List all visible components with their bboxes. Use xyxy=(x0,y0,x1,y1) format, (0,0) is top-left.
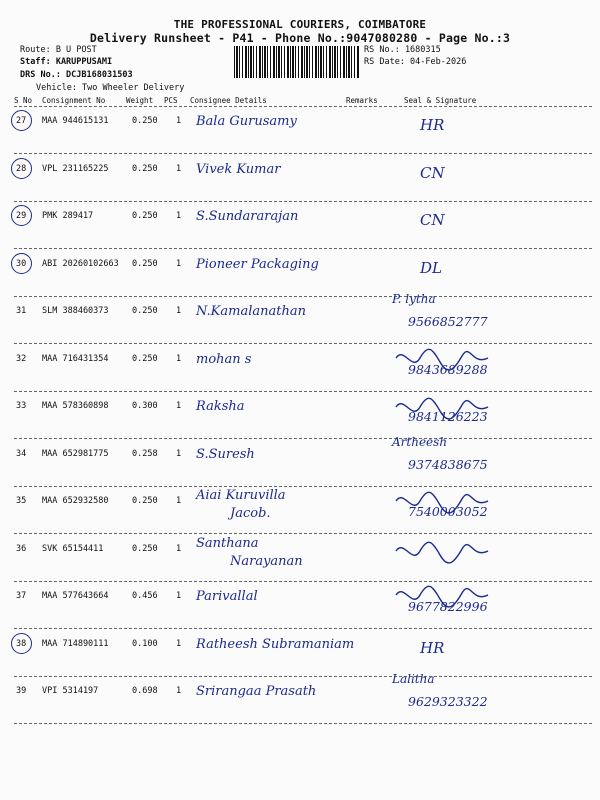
weight-value: 0.250 xyxy=(132,116,158,126)
consignment-number: PMK 289417 xyxy=(42,211,94,221)
weight-value: 0.250 xyxy=(132,353,158,364)
table-row xyxy=(0,292,600,344)
pcs-value: 1 xyxy=(176,353,182,364)
consignment-number: MAA 652932580 xyxy=(42,496,109,506)
seal-signature: HR xyxy=(420,638,445,657)
recipient-phone-note: 9629323322 xyxy=(408,694,488,709)
consignment-number: MAA 714890111 xyxy=(42,638,109,649)
row-sno: 34 xyxy=(16,448,27,459)
rs-date: RS Date: 04-Feb-2026 xyxy=(364,57,467,67)
weight-value: 0.456 xyxy=(132,591,158,601)
weight-value: 0.250 xyxy=(132,496,158,506)
pcs-value: 1 xyxy=(176,163,182,174)
consignee-handwritten-line2: Narayanan xyxy=(230,553,303,569)
seal-signature: HR xyxy=(420,116,445,134)
consignee-handwritten: Ratheesh Subramaniam xyxy=(196,636,355,652)
consignment-number: MAA 577643664 xyxy=(42,591,109,601)
table-row xyxy=(0,154,600,202)
row-sno: 33 xyxy=(16,401,27,411)
consignment-number: ABI 20260102663 xyxy=(42,258,119,269)
seal-signature: CN xyxy=(420,211,445,229)
row-divider xyxy=(14,723,592,724)
recipient-phone-note: 9374838675 xyxy=(408,456,488,472)
seal-signature: Artheesh xyxy=(392,434,448,449)
row-sno: 38 xyxy=(16,638,27,649)
table-row xyxy=(0,344,600,392)
pcs-value: 1 xyxy=(176,401,182,411)
row-sno: 39 xyxy=(16,686,27,696)
consignee-handwritten: N.Kamalanathan xyxy=(196,304,306,319)
weight-value: 0.250 xyxy=(132,163,158,174)
recipient-phone-note: 9677822996 xyxy=(408,599,488,614)
col-remarks: Remarks xyxy=(346,96,378,105)
signature-scribble xyxy=(0,486,600,534)
pcs-value: 1 xyxy=(176,591,182,601)
consignee-handwritten: Pioneer Packaging xyxy=(196,256,319,272)
table-row xyxy=(0,106,600,154)
pcs-value: 1 xyxy=(176,258,182,269)
consignment-number: VPL 231165225 xyxy=(42,163,109,174)
row-sno: 37 xyxy=(16,591,27,601)
row-sno: 30 xyxy=(16,258,27,269)
pcs-value: 1 xyxy=(176,543,182,554)
pcs-value: 1 xyxy=(176,116,182,126)
signature-scribble xyxy=(0,344,600,392)
weight-value: 0.250 xyxy=(132,211,158,221)
consignee-handwritten: Aiai Kuruvilla xyxy=(196,488,286,503)
table-row xyxy=(0,391,600,439)
weight-value: 0.100 xyxy=(132,638,158,649)
recipient-phone-note: 7540003052 xyxy=(408,504,488,519)
col-consignment: Consignment No xyxy=(42,96,106,105)
row-sno: 31 xyxy=(16,306,27,316)
pcs-value: 1 xyxy=(176,448,182,459)
consignment-number: SLM 388460373 xyxy=(42,306,109,316)
col-sno: S No xyxy=(14,96,33,105)
weight-value: 0.698 xyxy=(132,686,158,696)
signature-scribble xyxy=(0,581,600,629)
consignee-handwritten: Santhana xyxy=(196,535,259,551)
recipient-phone-note: 9566852777 xyxy=(408,314,488,329)
consignee-handwritten: Parivallal xyxy=(196,589,258,604)
table-row xyxy=(0,486,600,534)
col-consignee: Consignee Details xyxy=(190,96,267,105)
weight-value: 0.300 xyxy=(132,401,158,411)
table-row xyxy=(0,201,600,249)
pcs-value: 1 xyxy=(176,211,182,221)
table-row xyxy=(0,249,600,297)
table-row xyxy=(0,434,600,487)
drs-number: DRS No.: DCJB168031503 xyxy=(20,70,133,80)
seal-signature: CN xyxy=(420,163,445,182)
weight-value: 0.250 xyxy=(132,306,158,316)
runsheet-subtitle: Delivery Runsheet - P41 - Phone No.:9047080280 - Page No.:3 xyxy=(89,31,511,45)
table-row xyxy=(0,629,600,677)
pcs-value: 1 xyxy=(176,496,182,506)
row-sno: 35 xyxy=(16,496,27,506)
consignment-number: MAA 652981775 xyxy=(42,448,109,459)
consignment-number: MAA 578360898 xyxy=(42,401,109,411)
row-sno: 27 xyxy=(16,116,27,126)
seal-signature: P. lytha xyxy=(392,292,436,306)
col-seal: Seal & Signature xyxy=(404,96,477,105)
barcode-image xyxy=(234,46,360,78)
company-title: THE PROFESSIONAL COURIERS, COIMBATORE xyxy=(173,18,427,31)
consignee-handwritten: Vivek Kumar xyxy=(196,161,281,177)
consignment-number: MAA 944615131 xyxy=(42,116,109,126)
staff-text: Staff: KARUPPUSAMI xyxy=(20,57,113,67)
col-weight: Weight xyxy=(126,96,154,105)
consignee-handwritten-line2: Jacob. xyxy=(230,506,271,521)
weight-value: 0.258 xyxy=(132,448,158,459)
recipient-phone-note: 9843689288 xyxy=(408,361,488,377)
seal-signature: Lalitha xyxy=(392,672,435,686)
table-row xyxy=(0,672,600,724)
consignee-handwritten: Srirangaa Prasath xyxy=(196,684,317,699)
row-sno: 29 xyxy=(16,211,27,221)
pcs-value: 1 xyxy=(176,638,182,649)
weight-value: 0.250 xyxy=(132,258,158,269)
pcs-value: 1 xyxy=(176,686,182,696)
consignee-handwritten: S.Sundararajan xyxy=(196,209,299,224)
consignee-handwritten: Raksha xyxy=(196,399,245,414)
col-pcs: PCS xyxy=(164,96,178,105)
table-row xyxy=(0,534,600,582)
consignment-number: VPI 5314197 xyxy=(42,686,99,696)
signature-scribble xyxy=(0,391,600,439)
row-sno: 32 xyxy=(16,353,27,364)
consignee-handwritten: mohan s xyxy=(196,351,252,367)
seal-signature: DL xyxy=(420,258,442,277)
consignment-number: MAA 716431354 xyxy=(42,353,109,364)
route-text: Route: B U POST xyxy=(20,45,97,55)
signature-scribble xyxy=(0,534,600,582)
vehicle-text: Vehicle: Two Wheeler Delivery xyxy=(36,83,185,93)
rs-number: RS No.: 1680315 xyxy=(364,45,441,55)
table-row xyxy=(0,581,600,629)
recipient-phone-note: 9841126223 xyxy=(408,409,488,424)
consignment-number: SVK 65154411 xyxy=(42,543,104,554)
row-sno: 36 xyxy=(16,543,27,554)
consignee-handwritten: S.Suresh xyxy=(196,446,255,462)
weight-value: 0.250 xyxy=(132,543,158,554)
consignee-handwritten: Bala Gurusamy xyxy=(196,114,297,129)
row-sno: 28 xyxy=(16,163,27,174)
pcs-value: 1 xyxy=(176,306,182,316)
